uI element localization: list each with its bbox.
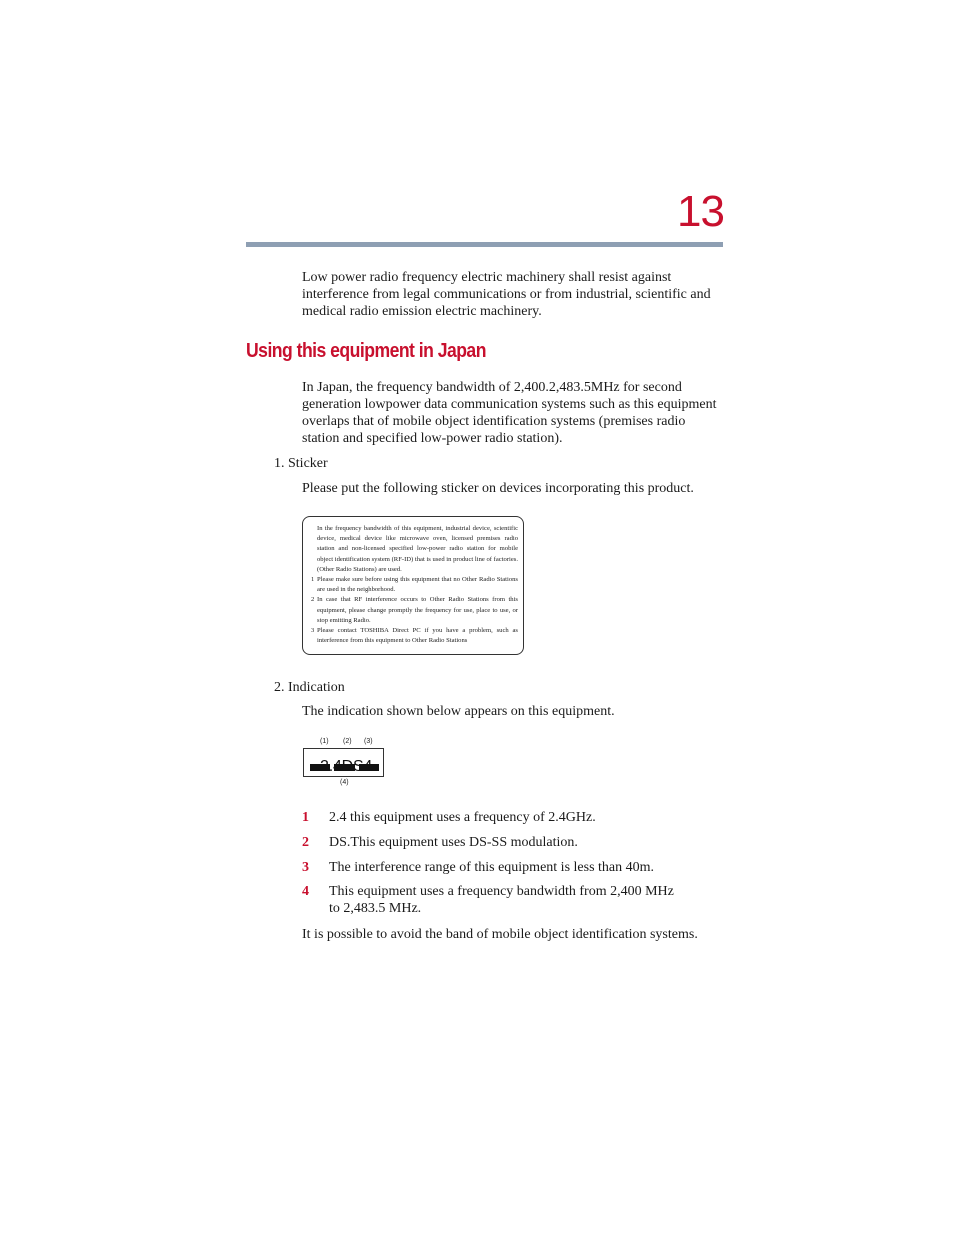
- page-number: 13: [677, 187, 724, 236]
- sticker-item: [311, 626, 518, 646]
- definition-item: [302, 834, 722, 851]
- sticker-intro: In the frequency bandwidth of this equipment, industrial device, scientific device, medical device like microwave oven, licensed premises radio station and non-licensed specified low-power radio station for mobile object identification system (RF-ID) that is used in product line of factories.(Other Radio Stations) are used.: [317, 525, 518, 573]
- sticker-instruction: Please put the following sticker on devices incorporating this product.: [302, 481, 694, 496]
- section-paragraph: In Japan, the frequency bandwidth of 2,400.2,483.5MHz for second generation lowpower data communication systems such as this equipment overlaps that of mobile object identification systems (premises radio station and specified low-power radio station).: [302, 380, 717, 446]
- indication-label: 2. Indication: [274, 680, 345, 695]
- sticker-label: 1. Sticker: [274, 456, 328, 471]
- definition-item: [302, 809, 722, 826]
- definition-number: 2: [302, 835, 309, 850]
- indication-bar: [359, 764, 379, 771]
- sticker-item-text: In case that RF interference occurs to Other Radio Stations from this equipment, please change promptly the frequency for use, place to use, or stop emitting Radio.: [317, 596, 518, 624]
- indication-figure: [302, 738, 388, 788]
- sticker-item-number: 1: [311, 576, 315, 584]
- header-rule: [246, 242, 723, 247]
- indication-instruction: The indication shown below appears on this equipment.: [302, 704, 615, 719]
- definition-item: [302, 859, 722, 876]
- sticker-item-text: Please contact TOSHIBA Direct PC if you have a problem, such as interference from this equipment to Other Radio Stations: [317, 627, 518, 645]
- sticker-item-number: 2: [311, 596, 315, 604]
- section-heading: Using this equipment in Japan: [246, 340, 486, 362]
- definition-text: The interference range of this equipment is less than 40m.: [329, 860, 655, 875]
- definition-number: 1: [302, 810, 309, 825]
- indication-label-4: (4): [340, 779, 349, 786]
- indication-bar: [334, 764, 355, 771]
- sticker-item-text: Please make sure before using this equipment that no Other Radio Stations are used in the neighborhood.: [317, 576, 518, 594]
- closing-paragraph: It is possible to avoid the band of mobile object identification systems.: [302, 927, 698, 942]
- sticker-item: [311, 575, 518, 595]
- definition-number: 3: [302, 860, 309, 875]
- definition-text: DS.This equipment uses DS-SS modulation.: [329, 835, 578, 850]
- sticker-box: [302, 516, 524, 655]
- definition-text: 2.4 this equipment uses a frequency of 2.4GHz.: [329, 810, 596, 825]
- indication-label-3: (3): [364, 738, 373, 745]
- definition-text: This equipment uses a frequency bandwidth from 2,400 MHz to 2,483.5 MHz.: [329, 884, 674, 916]
- indication-label-1: (1): [320, 738, 329, 745]
- indication-box: [303, 748, 384, 777]
- sticker-item-number: 3: [311, 627, 315, 635]
- sticker-item: [311, 595, 518, 626]
- indication-bar: [310, 764, 330, 771]
- definition-number: 4: [302, 884, 309, 899]
- indication-label-2: (2): [343, 738, 352, 745]
- definition-item: [302, 883, 722, 917]
- intro-paragraph: Low power radio frequency electric machinery shall resist against interference from legal communications or from industrial, scientific and medical radio emission electric machinery.: [302, 270, 711, 319]
